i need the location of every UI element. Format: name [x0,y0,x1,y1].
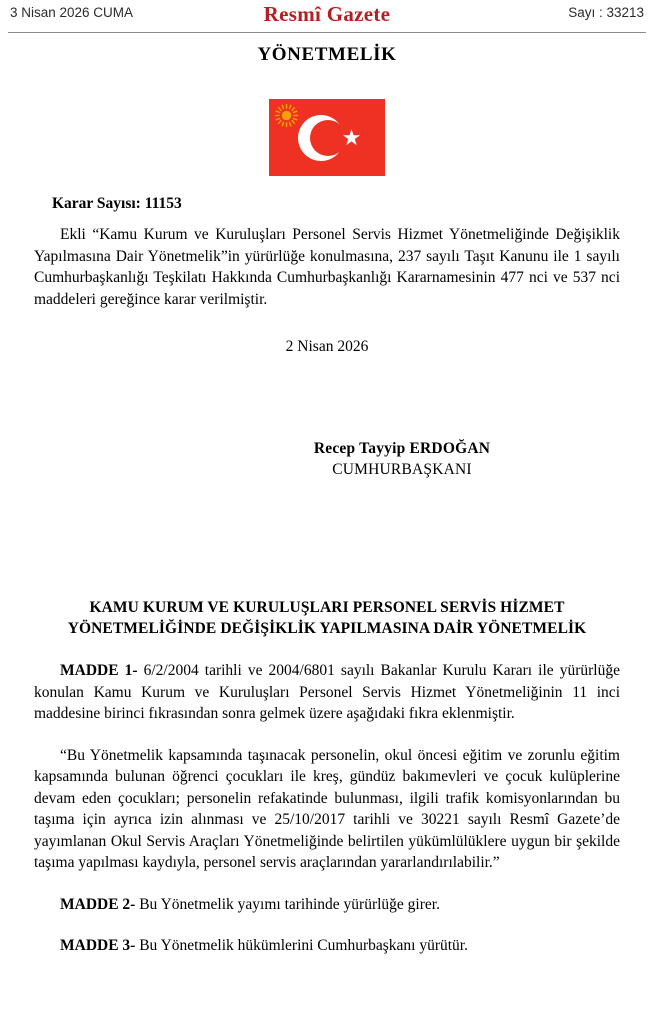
regulation-title [34,597,620,639]
masthead-divider [8,32,646,33]
document-content [0,195,654,957]
signatory-name: Recep Tayyip ERDOĞAN [313,440,491,457]
regulation-title-line-1: KAMU KURUM VE KURULUŞLARI PERSONEL SERVİS HİZMET [89,599,565,616]
turkish-flag-icon [269,99,385,176]
decision-number: Karar Sayısı: 11153 [52,195,182,212]
article-3-text: Bu Yönetmelik hükümlerini Cumhurbaşkanı yürütür. [135,937,468,954]
article-3-label: MADDE 3- [60,937,136,954]
regulation-title-line-2: YÖNETMELİĞİNDE DEĞİŞİKLİK YAPILMASINA DAİR YÖNETMELİK [67,620,587,637]
masthead [0,0,654,30]
article-2-label: MADDE 2- [60,895,136,913]
document-type-heading: YÖNETMELİK [257,44,397,65]
emblem-container [0,99,654,176]
masthead-date: 3 Nisan 2026 CUMA [10,5,134,20]
decision-date: 2 Nisan 2026 [285,338,369,355]
decision-paragraph: Ekli “Kamu Kurum ve Kuruluşları Personel Servis Hizmet Yönetmeliğinde Değişiklik Yapılmasına Dair Yönetmelik”in yürürlüğe konulmasına, 237 sayılı Taşıt Kanunu ile 1 sayılı Cumhurbaşkanlığı Teşkilatı Hakkında Cumhurbaşkanlığı Kararnamesinin 477 nci ve 537 nci maddeleri gereğince karar verilmiştir. [34,226,620,308]
article-1-label: MADDE 1- [60,662,138,679]
article-1-text: 6/2/2004 tarihli ve 2004/6801 sayılı Bakanlar Kurulu Kararı ile yürürlüğe konulan Kamu Kurum ve Kuruluşları Personel Servis Hizmet Yönetmeliğinin 11 inci maddesine birinci fıkrasından sonra gelmek üzere aşağıdaki fıkra eklenmiştir. [34,662,620,722]
article-2 [34,894,620,916]
article-2-text: Bu Yönetmelik yayımı tarihinde yürürlüğe girer. [135,895,440,913]
masthead-issue-number: Sayı : 33213 [568,5,644,20]
article-3 [34,935,620,957]
added-paragraph-quote: “Bu Yönetmelik kapsamında taşınacak personelin, okul öncesi eğitim ve zorunlu eğitim kapsamında bulunan öğrenci çocukları ile kreş, gündüz bakımevleri ve çocuk kulüplerine devam eden çocukları; personelin refakatinde bulunması, ilgili trafik komisyonlarından bu taşıma için ayrıca izin alınması ve 25/10/2017 tarihli ve 30221 sayılı Resmî Gazete’de yayımlanan Okul Servis Araçları Yönetmeliğinde belirtilen yükümlülüklere uygun bir şekilde taşıma yapılması kaydıyla, personel servis araçlarından yararlandırılabilir.” [34,746,620,871]
sun-icon [274,103,299,128]
signatory-title: CUMHURBAŞKANI [332,461,472,478]
signature-block [34,440,620,479]
masthead-title: Resmî Gazete [263,2,391,26]
star-icon: ★ [341,125,362,150]
regulation-section [34,597,620,957]
article-1 [34,660,620,725]
